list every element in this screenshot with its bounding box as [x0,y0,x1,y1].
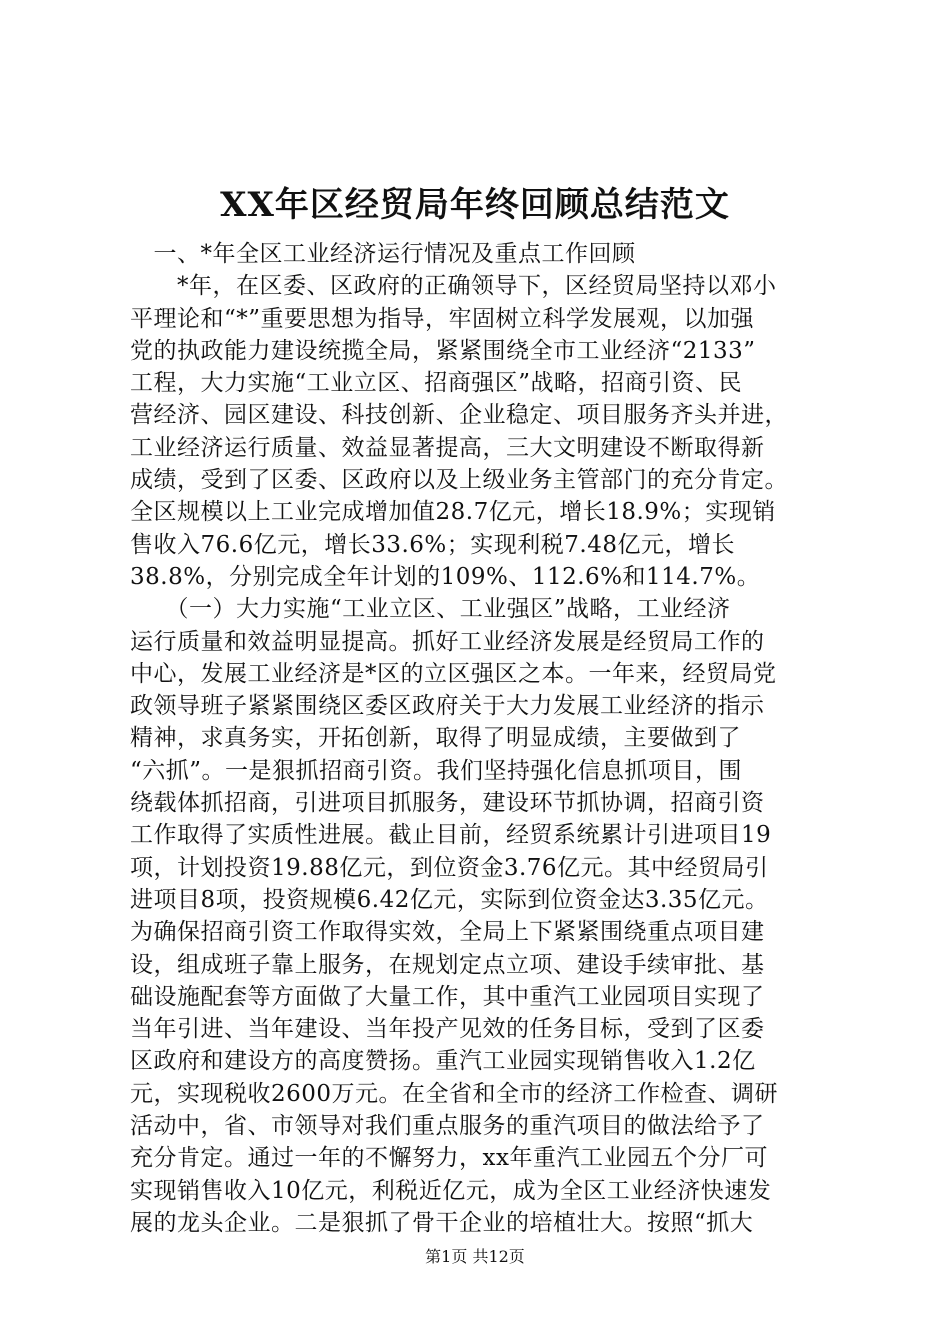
page-number-footer: 第1页 共12页 [425,1247,525,1266]
text-line: “六抓”。一是狠抓招商引资。我们坚持强化信息抓项目，围 [130,757,743,784]
text-line: 政领导班子紧紧围绕区委区政府关于大力发展工业经济的指示 [130,693,765,720]
text-line: 平理论和“*”重要思想为指导，牢固树立科学发展观，以加强 [130,305,755,332]
text-line: 区政府和建设方的高度赞扬。重汽工业园实现销售收入1.2亿 [130,1048,756,1075]
text-line: 展的龙头企业。二是狠抓了骨干企业的培植壮大。按照“抓大 [130,1209,754,1236]
text-line: 工业经济运行质量、效益显著提高，三大文明建设不断取得新 [130,434,765,461]
text-line: 活动中，省、市领导对我们重点服务的重汽项目的做法给予了 [130,1113,765,1140]
text-line: 项，计划投资19.88亿元，到位资金3.76亿元。其中经贸局引 [130,854,769,881]
text-line: 售收入76.6亿元，增长33.6%；实现利税7.48亿元，增长 [130,531,735,558]
document-body [130,238,830,1239]
text-line: 实现销售收入10亿元，利税近亿元，成为全区工业经济快速发 [130,1177,772,1204]
text-line: *年，在区委、区政府的正确领导下，区经贸局坚持以邓小 [130,273,777,300]
text-line: 精神，求真务实，开拓创新，取得了明显成绩，主要做到了 [130,725,741,752]
text-line: 设，组成班子靠上服务，在规划定点立项、建设手续审批、基 [130,951,765,978]
text-line: （一）大力实施“工业立区、工业强区”战略，工业经济 [130,596,731,623]
text-line: 运行质量和效益明显提高。抓好工业经济发展是经贸局工作的 [130,628,765,655]
text-line: 元，实现税收2600万元。在全省和全市的经济工作检查、调研 [130,1080,779,1107]
document-title: XX年区经贸局年终回顾总结范文 [220,185,730,225]
text-line: 一、*年全区工业经济运行情况及重点工作回顾 [130,241,636,267]
text-line: 全区规模以上工业完成增加值28.7亿元，增长18.9%；实现销 [130,499,776,526]
text-line: 为确保招商引资工作取得实效，全局上下紧紧围绕重点项目建 [130,919,765,946]
text-line: 进项目8项，投资规模6.42亿元，实际到位资金达3.35亿元。 [130,886,769,913]
text-line: 工程，大力实施“工业立区、招商强区”战略，招商引资、民 [130,370,743,397]
text-line: 当年引进、当年建设、当年投产见效的任务目标，受到了区委 [130,1016,765,1043]
text-line: 中心，发展工业经济是*区的立区强区之本。一年来，经贸局党 [130,660,777,687]
text-line: 绕载体抓招商，引进项目抓服务，建设环节抓协调，招商引资 [130,790,765,817]
text-line: 党的执政能力建设统揽全局，紧紧围绕全市工业经济“2133” [130,337,756,364]
text-line: 充分肯定。通过一年的不懈努力，xx年重汽工业园五个分厂可 [130,1145,768,1172]
text-line: 成绩，受到了区委、区政府以及上级业务主管部门的充分肯定。 [130,467,788,494]
text-line: 工作取得了实质性进展。截止目前，经贸系统累计引进项目19 [130,822,772,849]
text-line: 营经济、园区建设、科技创新、企业稳定、项目服务齐头并进， [130,402,788,429]
text-line: 38.8%，分别完成全年计划的109%、112.6%和114.7%。 [130,563,761,590]
text-line: 础设施配套等方面做了大量工作，其中重汽工业园项目实现了 [130,983,765,1010]
